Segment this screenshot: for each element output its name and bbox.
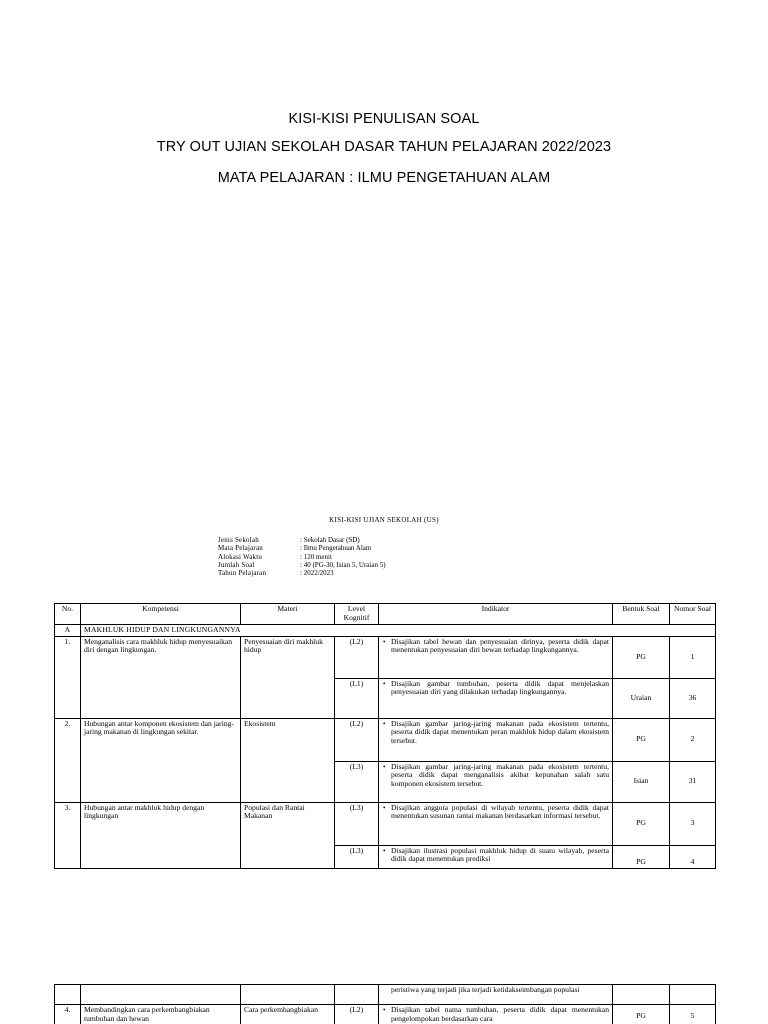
row-indikator [379,678,613,718]
meta-row [218,561,386,569]
header-nomor: Nomor Soal [670,604,716,625]
table-row [55,985,716,1005]
meta-value: : Ilmu Pengetahuan Alam [300,544,372,553]
row-bentuk: Isian [613,761,670,802]
indikator-text: Disajikan anggota populasi di wilayah tertentu, peserta didik dapat menentukan susunan rantai makanan berdasarkan informasi tersebut. [391,802,609,821]
bullet-icon: • [383,719,386,728]
cover-title-line-2: TRY OUT UJIAN SEKOLAH DASAR TAHUN PELAJARAN 2022/2023 [156,139,612,155]
row-bentuk: Uraian [613,678,670,718]
header-kompetensi: Kompetensi [81,604,241,625]
row-kompetensi: Menganalisis cara makhluk hidup menyesuaikan diri dengan lingkungan. [81,636,241,718]
row-level: (L2) [335,1005,379,1024]
row-level: (L2) [335,636,379,678]
header-bentuk: Bentuk Soal [613,604,670,625]
header-materi: Materi [241,604,335,625]
row-nomor: 1 [670,636,716,678]
row-nomor: 36 [670,678,716,718]
row-materi: Populasi dan Rantai Makanan [241,802,335,868]
row-nomor: 31 [670,761,716,802]
row-bentuk: PG [613,718,670,761]
page-break [0,880,768,890]
row-nomor [670,985,716,1005]
row-materi: Penyesuaian diri makhluk hidup [241,636,335,718]
table-header-row [55,604,716,625]
row-indikator: peristiwa yang terjadi jika terjadi ketidakseimbangan populasi [379,985,613,1005]
meta-value: : 120 menit [300,552,332,561]
section-label: A [55,625,81,637]
row-nomor: 4 [670,845,716,868]
meta-key: Tahun Pelajaran [218,569,267,578]
table-row [55,636,716,678]
row-bentuk: PG [613,636,670,678]
table-row [55,802,716,845]
document-heading: KISI-KISI UJIAN SEKOLAH (US) [329,516,439,524]
row-level: (L1) [335,678,379,718]
row-no: 4. [55,1005,81,1024]
meta-key: Alokasi Waktu [218,552,263,561]
meta-value: : Sekolah Dasar (SD) [300,536,360,544]
bullet-icon: • [383,762,386,771]
row-no: 2. [55,718,81,802]
kisi-kisi-table [54,603,716,869]
meta-key: Jenis Sekolah [218,536,259,544]
table-row [55,718,716,761]
meta-value: : 40 (PG-30, Isian 5, Uraian 5) [300,560,386,569]
row-nomor: 5 [670,1005,716,1024]
row-bentuk [613,985,670,1005]
meta-key: Jumlah Soal [218,560,255,569]
meta-row [218,544,386,552]
row-indikator [379,636,613,678]
row-bentuk: PG [613,1005,670,1024]
header-level: Level Kognitif [335,604,379,625]
meta-value: : 2022/2023 [300,569,334,578]
row-bentuk: PG [613,802,670,845]
row-nomor: 3 [670,802,716,845]
cover-title-line-3: MATA PELAJARAN : ILMU PENGETAHUAN ALAM [217,170,551,186]
row-no [55,985,81,1005]
header-indikator: Indikator [379,604,613,625]
document-page-2 [0,890,768,1024]
meta-row [218,553,386,561]
row-materi: Cara perkembangbiakan [241,1005,335,1024]
row-bentuk: PG [613,845,670,868]
bullet-icon: • [383,637,386,646]
row-level: (L3) [335,802,379,845]
indikator-text: Disajikan gambar tumbuhan, peserta didik dapat menjelaskan penyesuaian diri yang dilakukan terhadap lingkungannya. [391,678,609,697]
row-indikator [379,718,613,761]
row-level: (L2) [335,718,379,761]
indikator-text: Disajikan gambar jaring-jaring makanan pada ekosistem tertentu, peserta didik dapat menentukan peran makhluk hidup dalam ekosistem tersebut. [391,718,609,745]
row-materi: Ekosistem [241,718,335,802]
meta-key: Mata Pelajaran [218,544,263,553]
meta-row [218,536,386,544]
table-row [55,1005,716,1024]
bullet-icon: • [383,679,386,688]
bullet-icon: • [383,803,386,812]
cover-title-line-1: KISI-KISI PENULISAN SOAL [288,111,480,127]
row-kompetensi: Hubungan antar komponen ekosistem dan jaring-jaring makanan di lingkungan sekitar. [81,718,241,802]
indikator-text: Disajikan tabel hewan dan penyesuaian dirinya, peserta didik dapat menentukan penyesuaian diri hewan terhadap lingkungannya. [391,636,609,655]
indikator-text: Disajikan gambar jaring-jaring makanan pada ekosistem tertentu, peserta didik dapat menganalisis akibat kepunahan salah satu komponen ekosistem tersebut. [391,761,609,788]
kisi-kisi-table-continued [54,984,716,1024]
row-materi [241,985,335,1005]
bullet-icon: • [383,1006,386,1014]
row-kompetensi: Membandingkan cara perkembangbiakan tumbuhan dan hewan [81,1005,241,1024]
row-indikator [379,845,613,868]
indikator-text: Disajikan tabel nama tumbuhan, peserta didik dapat menentukan pengelompokan berdasarkan cara [391,1005,609,1023]
section-row [55,625,716,637]
row-indikator [379,1005,613,1024]
metadata-table [218,536,386,577]
meta-row [218,569,386,577]
row-indikator [379,761,613,802]
row-level [335,985,379,1005]
header-no: No. [55,604,81,625]
row-no: 3. [55,802,81,868]
row-kompetensi: Hubungan antar makhluk hidup dengan lingkungan [81,802,241,868]
indikator-text: Disajikan ilustrasi populasi makhluk hidup di suatu wilayah, peserta didik dapat menentukan prediksi [391,845,609,864]
section-title: MAKHLUK HIDUP DAN LINGKUNGANNYA [81,625,716,637]
row-no: 1. [55,636,81,718]
row-nomor: 2 [670,718,716,761]
row-indikator [379,802,613,845]
row-kompetensi [81,985,241,1005]
bullet-icon: • [383,846,386,855]
row-level: (L3) [335,845,379,868]
row-level: (L3) [335,761,379,802]
